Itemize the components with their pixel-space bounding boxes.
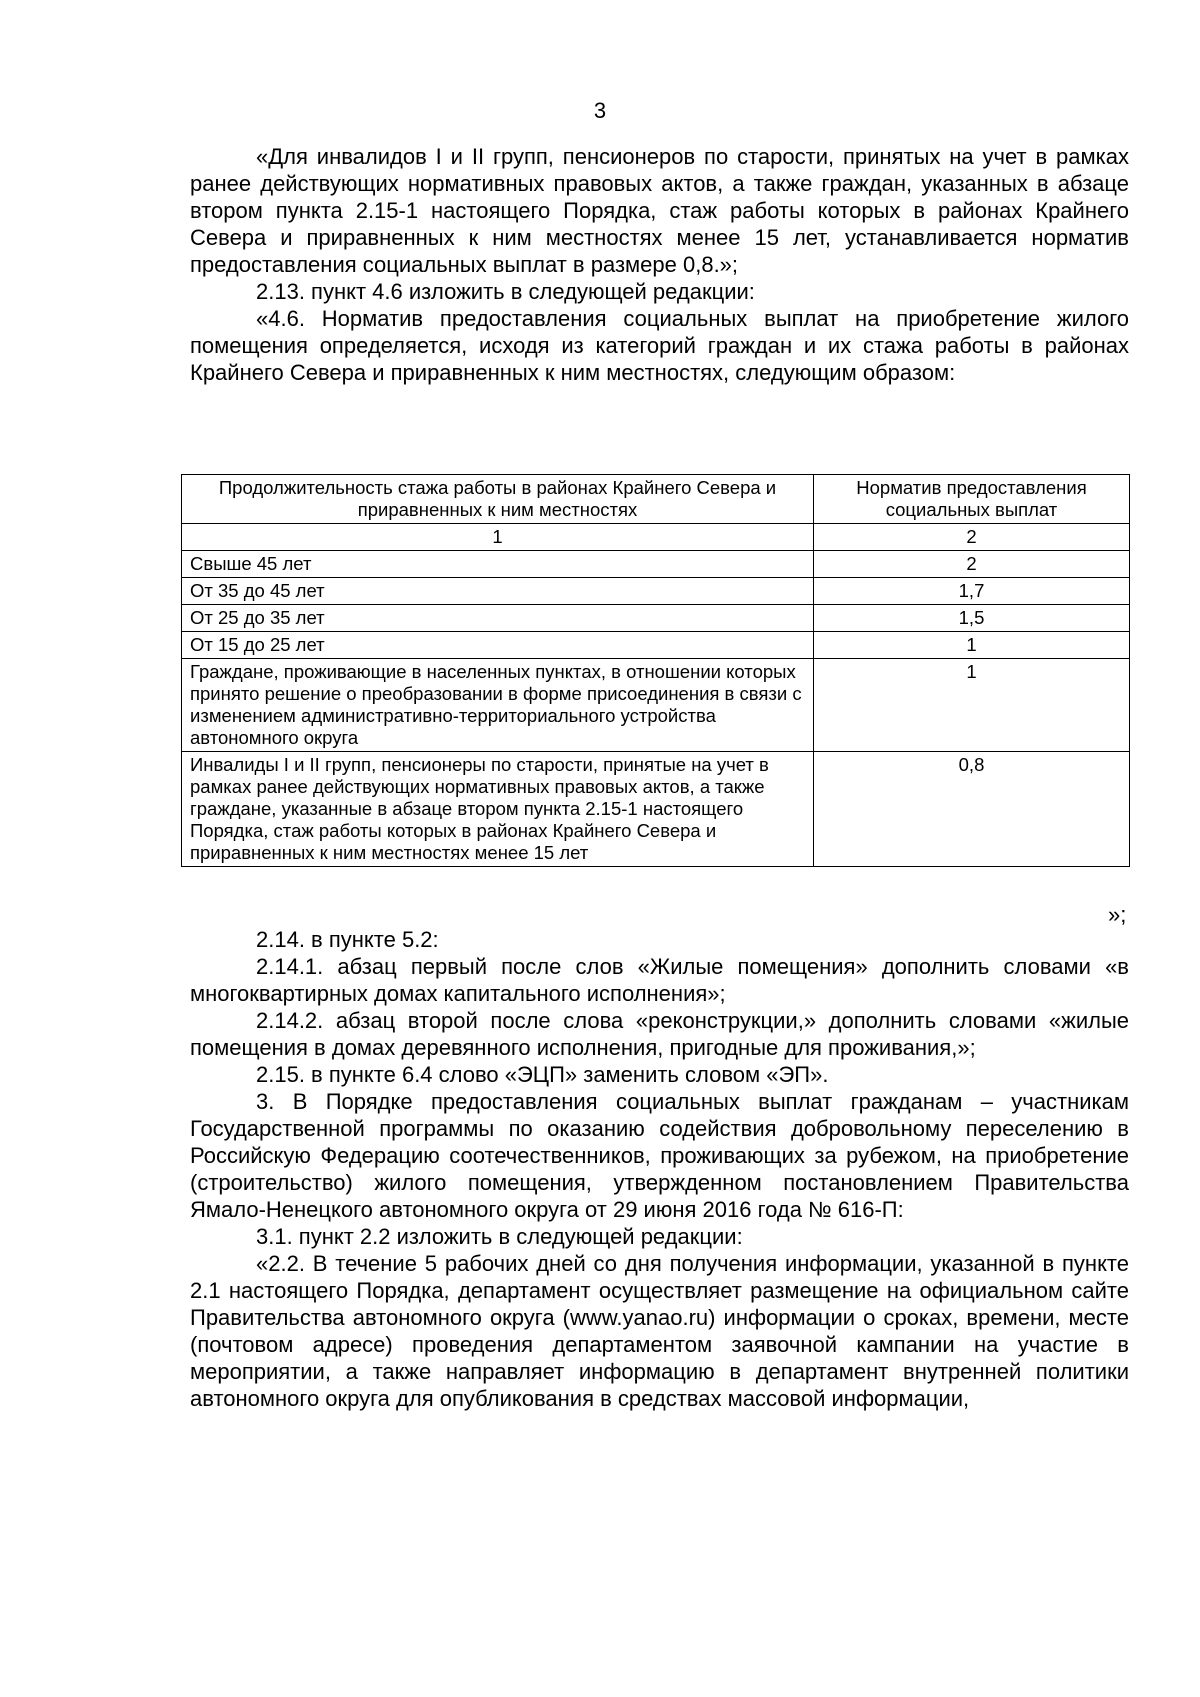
row-category: Свыше 45 лет xyxy=(182,551,814,578)
text-block-top xyxy=(190,143,1129,386)
row-category: Граждане, проживающие в населенных пунктах, в отношении которых принято решение о преобразовании в форме присоединения в связи с изменением административно-территориального устройства автономного округа xyxy=(182,659,814,752)
paragraph-3-1: 3.1. пункт 2.2 изложить в следующей редакции: xyxy=(256,1224,743,1249)
row-value: 2 xyxy=(814,551,1130,578)
column-number-row xyxy=(182,524,1130,551)
row-value: 1,5 xyxy=(814,605,1130,632)
paragraph-2-15: 2.15. в пункте 6.4 слово «ЭЦП» заменить словом «ЭП». xyxy=(256,1062,829,1087)
normative-table xyxy=(181,474,1129,867)
table-row xyxy=(182,752,1130,867)
row-category: От 25 до 35 лет xyxy=(182,605,814,632)
table-row xyxy=(182,659,1130,752)
column-number: 1 xyxy=(182,524,814,551)
header-duration: Продолжительность стажа работы в районах Крайнего Севера и приравненных к ним местностях xyxy=(182,475,814,524)
row-category: От 15 до 25 лет xyxy=(182,632,814,659)
table-row xyxy=(182,605,1130,632)
row-value: 0,8 xyxy=(814,752,1130,867)
paragraph-2-14-2: 2.14.2. абзац второй после слова «реконструкции,» дополнить словами «жилые помещения в домах деревянного исполнения, пригодные для проживания,»; xyxy=(190,1008,1129,1060)
text-block-bottom xyxy=(190,926,1129,1412)
table-row xyxy=(182,632,1130,659)
table-header-row xyxy=(182,475,1130,524)
paragraph-2-14-1: 2.14.1. абзац первый после слов «Жилые помещения» дополнить словами «в многоквартирных домах капитального исполнения»; xyxy=(190,954,1129,1006)
paragraph-2-14: 2.14. в пункте 5.2: xyxy=(256,927,439,952)
row-category: От 35 до 45 лет xyxy=(182,578,814,605)
row-category: Инвалиды I и II групп, пенсионеры по старости, принятые на учет в рамках ранее действующих нормативных правовых актов, а также граждане, указанные в абзаце втором пункта 2.15-1 настоящего Порядка, стаж работы которых в районах Крайнего Севера и приравненных к ним местностях менее 15 лет xyxy=(182,752,814,867)
paragraph-2-13: 2.13. пункт 4.6 изложить в следующей редакции: xyxy=(256,279,755,304)
row-value: 1 xyxy=(814,659,1130,752)
paragraph-4-6: «4.6. Норматив предоставления социальных выплат на приобретение жилого помещения определяется, исходя из категорий граждан и их стажа работы в районах Крайнего Севера и приравненных к ним местностях, следующим образом: xyxy=(190,306,1129,385)
page-number: 3 xyxy=(593,98,607,123)
table-row xyxy=(182,551,1130,578)
table-row xyxy=(182,578,1130,605)
paragraph-3: 3. В Порядке предоставления социальных выплат гражданам – участникам Государственной программы по оказанию содействия добровольному переселению в Российскую Федерацию соотечественников, проживающих за рубежом, на приобретение (строительство) жилого помещения, утвержденном постановлением Правительства Ямало-Ненецкого автономного округа от 29 июня 2016 года № 616-П: xyxy=(190,1089,1129,1222)
column-number: 2 xyxy=(814,524,1130,551)
row-value: 1,7 xyxy=(814,578,1130,605)
header-normative: Норматив предоставления социальных выплат xyxy=(814,475,1130,524)
table-closing-quote: »; xyxy=(1108,902,1127,927)
row-value: 1 xyxy=(814,632,1130,659)
paragraph-quote-disabled: «Для инвалидов I и II групп, пенсионеров по старости, принятых на учет в рамках ранее действующих нормативных правовых актов, а также граждан, указанных в абзаце втором пункта 2.15-1 настоящего Порядка, стаж работы которых в районах Крайнего Севера и приравненных к ним местностях менее 15 лет, устанавливается норматив предоставления социальных выплат в размере 0,8.»; xyxy=(190,144,1129,277)
paragraph-2-2: «2.2. В течение 5 рабочих дней со дня получения информации, указанной в пункте 2.1 настоящего Порядка, департамент осуществляет размещение на официальном сайте Правительства автономного округа (www.yanao.ru) информации о сроках, времени, месте (почтовом адресе) проведения департаментом заявочной кампании на участие в мероприятии, а также направляет информацию в департамент внутренней политики автономного округа для опубликования в средствах массовой информации, xyxy=(190,1251,1129,1411)
